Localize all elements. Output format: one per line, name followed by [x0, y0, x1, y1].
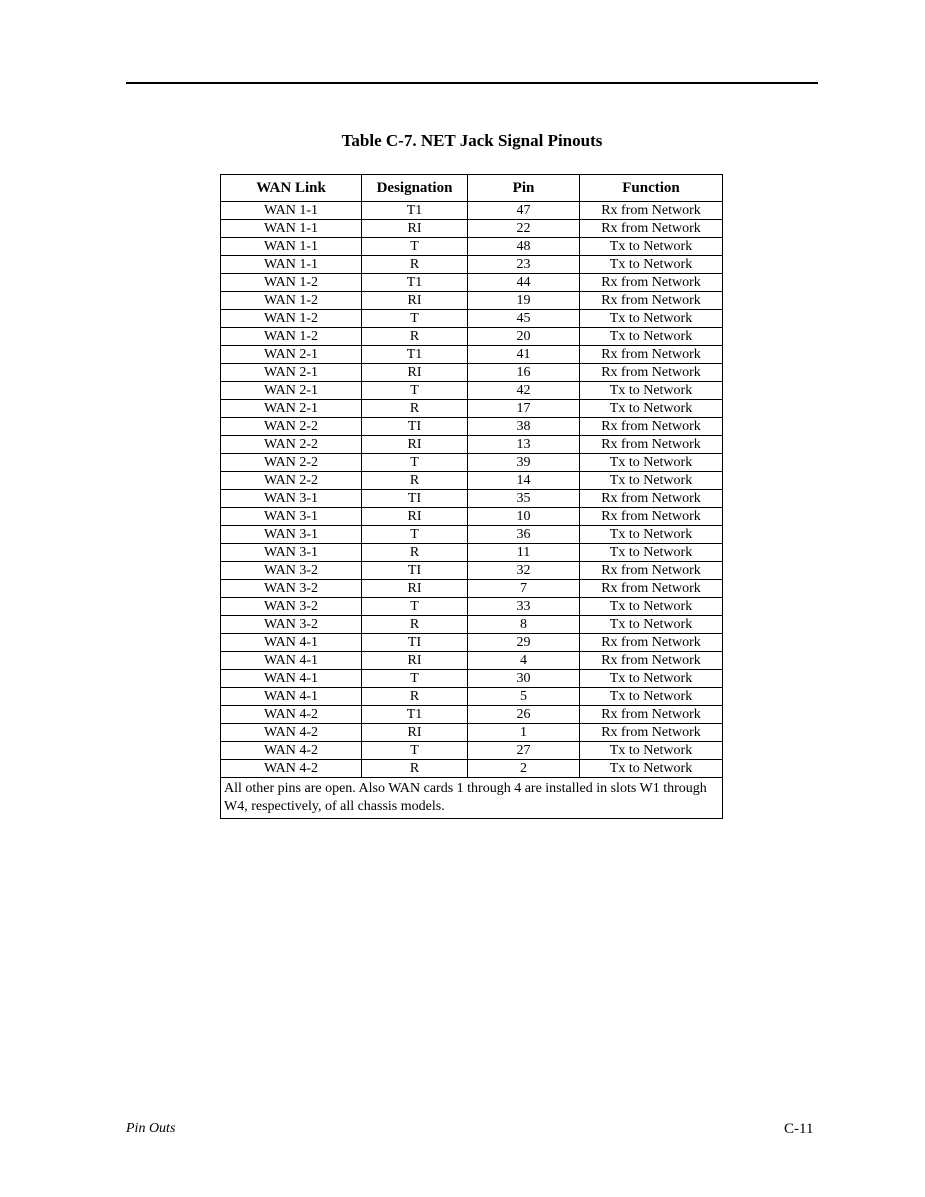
cell-function: Rx from Network — [580, 562, 723, 580]
cell-function: Rx from Network — [580, 220, 723, 238]
cell-function: Tx to Network — [580, 688, 723, 706]
cell-pin: 45 — [468, 310, 580, 328]
cell-function: Rx from Network — [580, 418, 723, 436]
table-row — [221, 310, 723, 328]
cell-designation: R — [362, 328, 468, 346]
table-row — [221, 526, 723, 544]
cell-designation: RI — [362, 652, 468, 670]
table-row — [221, 436, 723, 454]
footer-section-name: Pin Outs — [126, 1121, 176, 1136]
cell-wan-link: WAN 2-2 — [221, 436, 362, 454]
table-note-row — [221, 778, 723, 819]
cell-function: Rx from Network — [580, 436, 723, 454]
table-row — [221, 598, 723, 616]
cell-wan-link: WAN 3-1 — [221, 526, 362, 544]
cell-function: Rx from Network — [580, 706, 723, 724]
cell-wan-link: WAN 3-2 — [221, 616, 362, 634]
header-pin: Pin — [468, 175, 580, 202]
cell-wan-link: WAN 1-2 — [221, 310, 362, 328]
cell-pin: 7 — [468, 580, 580, 598]
table-row — [221, 274, 723, 292]
cell-wan-link: WAN 3-2 — [221, 580, 362, 598]
cell-wan-link: WAN 1-1 — [221, 202, 362, 220]
cell-designation: T1 — [362, 274, 468, 292]
table-row — [221, 688, 723, 706]
cell-pin: 14 — [468, 472, 580, 490]
header-function: Function — [580, 175, 723, 202]
cell-function: Tx to Network — [580, 598, 723, 616]
cell-designation: T — [362, 670, 468, 688]
cell-designation: RI — [362, 436, 468, 454]
cell-wan-link: WAN 2-2 — [221, 472, 362, 490]
table-title: Table C-7. NET Jack Signal Pinouts — [341, 131, 603, 150]
table-row — [221, 346, 723, 364]
cell-wan-link: WAN 4-1 — [221, 634, 362, 652]
cell-pin: 19 — [468, 292, 580, 310]
cell-designation: T — [362, 742, 468, 760]
pinout-table-container — [220, 174, 722, 819]
table-row — [221, 580, 723, 598]
cell-wan-link: WAN 3-1 — [221, 544, 362, 562]
table-row — [221, 238, 723, 256]
cell-designation: RI — [362, 724, 468, 742]
cell-designation: T1 — [362, 706, 468, 724]
table-row — [221, 400, 723, 418]
footer-page-number: C-11 — [784, 1121, 814, 1137]
table-row — [221, 220, 723, 238]
cell-wan-link: WAN 3-1 — [221, 508, 362, 526]
cell-pin: 23 — [468, 256, 580, 274]
cell-designation: TI — [362, 562, 468, 580]
header-designation: Designation — [362, 175, 468, 202]
cell-wan-link: WAN 4-2 — [221, 724, 362, 742]
cell-pin: 29 — [468, 634, 580, 652]
cell-designation: RI — [362, 292, 468, 310]
cell-function: Tx to Network — [580, 616, 723, 634]
cell-designation: T1 — [362, 346, 468, 364]
table-row — [221, 508, 723, 526]
cell-wan-link: WAN 2-2 — [221, 454, 362, 472]
cell-wan-link: WAN 1-1 — [221, 256, 362, 274]
cell-function: Rx from Network — [580, 508, 723, 526]
cell-function: Tx to Network — [580, 526, 723, 544]
table-row — [221, 562, 723, 580]
cell-wan-link: WAN 1-2 — [221, 328, 362, 346]
table-row — [221, 706, 723, 724]
cell-pin: 33 — [468, 598, 580, 616]
cell-pin: 1 — [468, 724, 580, 742]
cell-designation: R — [362, 400, 468, 418]
header-wan-link: WAN Link — [221, 175, 362, 202]
table-row — [221, 454, 723, 472]
cell-function: Tx to Network — [580, 382, 723, 400]
cell-designation: TI — [362, 490, 468, 508]
cell-designation: TI — [362, 634, 468, 652]
cell-designation: T — [362, 454, 468, 472]
table-body — [221, 202, 723, 778]
cell-pin: 22 — [468, 220, 580, 238]
cell-function: Rx from Network — [580, 346, 723, 364]
cell-wan-link: WAN 1-1 — [221, 238, 362, 256]
table-row — [221, 292, 723, 310]
table-note: All other pins are open. Also WAN cards 1 through 4 are installed in slots W1 through W4, respectively, of all chassis models. — [221, 778, 723, 819]
cell-function: Tx to Network — [580, 454, 723, 472]
cell-designation: T — [362, 598, 468, 616]
cell-pin: 41 — [468, 346, 580, 364]
table-row — [221, 202, 723, 220]
cell-designation: TI — [362, 418, 468, 436]
table-header-row — [221, 175, 723, 202]
table-row — [221, 382, 723, 400]
cell-wan-link: WAN 1-2 — [221, 274, 362, 292]
cell-designation: T — [362, 526, 468, 544]
cell-designation: R — [362, 544, 468, 562]
cell-function: Rx from Network — [580, 292, 723, 310]
cell-pin: 20 — [468, 328, 580, 346]
cell-pin: 17 — [468, 400, 580, 418]
cell-function: Rx from Network — [580, 274, 723, 292]
cell-function: Rx from Network — [580, 364, 723, 382]
cell-pin: 47 — [468, 202, 580, 220]
cell-wan-link: WAN 4-2 — [221, 742, 362, 760]
cell-wan-link: WAN 2-1 — [221, 382, 362, 400]
cell-designation: RI — [362, 220, 468, 238]
cell-designation: T — [362, 238, 468, 256]
table-row — [221, 760, 723, 778]
cell-function: Rx from Network — [580, 724, 723, 742]
cell-pin: 35 — [468, 490, 580, 508]
cell-wan-link: WAN 2-1 — [221, 400, 362, 418]
cell-pin: 36 — [468, 526, 580, 544]
cell-wan-link: WAN 4-2 — [221, 706, 362, 724]
table-row — [221, 616, 723, 634]
cell-function: Tx to Network — [580, 238, 723, 256]
cell-pin: 44 — [468, 274, 580, 292]
cell-pin: 30 — [468, 670, 580, 688]
cell-pin: 2 — [468, 760, 580, 778]
table-row — [221, 418, 723, 436]
cell-pin: 11 — [468, 544, 580, 562]
cell-function: Tx to Network — [580, 670, 723, 688]
table-row — [221, 742, 723, 760]
cell-wan-link: WAN 4-1 — [221, 652, 362, 670]
cell-pin: 5 — [468, 688, 580, 706]
cell-pin: 4 — [468, 652, 580, 670]
table-row — [221, 652, 723, 670]
cell-wan-link: WAN 1-1 — [221, 220, 362, 238]
table-row — [221, 670, 723, 688]
cell-function: Tx to Network — [580, 400, 723, 418]
table-row — [221, 256, 723, 274]
table-row — [221, 472, 723, 490]
cell-function: Rx from Network — [580, 202, 723, 220]
cell-function: Tx to Network — [580, 328, 723, 346]
cell-pin: 8 — [468, 616, 580, 634]
cell-function: Tx to Network — [580, 256, 723, 274]
cell-designation: R — [362, 256, 468, 274]
cell-designation: R — [362, 760, 468, 778]
cell-designation: R — [362, 688, 468, 706]
cell-pin: 42 — [468, 382, 580, 400]
cell-pin: 38 — [468, 418, 580, 436]
cell-designation: R — [362, 616, 468, 634]
cell-function: Rx from Network — [580, 490, 723, 508]
cell-function: Tx to Network — [580, 544, 723, 562]
cell-wan-link: WAN 3-2 — [221, 598, 362, 616]
top-rule — [126, 82, 818, 84]
cell-designation: R — [362, 472, 468, 490]
cell-function: Tx to Network — [580, 310, 723, 328]
cell-designation: T — [362, 310, 468, 328]
table-row — [221, 490, 723, 508]
cell-pin: 32 — [468, 562, 580, 580]
cell-designation: T — [362, 382, 468, 400]
cell-designation: RI — [362, 580, 468, 598]
cell-pin: 48 — [468, 238, 580, 256]
cell-function: Rx from Network — [580, 652, 723, 670]
cell-wan-link: WAN 3-2 — [221, 562, 362, 580]
cell-pin: 26 — [468, 706, 580, 724]
cell-wan-link: WAN 2-2 — [221, 418, 362, 436]
cell-pin: 16 — [468, 364, 580, 382]
cell-function: Rx from Network — [580, 580, 723, 598]
cell-pin: 13 — [468, 436, 580, 454]
cell-pin: 27 — [468, 742, 580, 760]
cell-wan-link: WAN 1-2 — [221, 292, 362, 310]
cell-pin: 39 — [468, 454, 580, 472]
table-row — [221, 364, 723, 382]
cell-wan-link: WAN 4-2 — [221, 760, 362, 778]
table-row — [221, 328, 723, 346]
cell-function: Tx to Network — [580, 742, 723, 760]
cell-pin: 10 — [468, 508, 580, 526]
cell-wan-link: WAN 4-1 — [221, 670, 362, 688]
table-row — [221, 634, 723, 652]
table-row — [221, 544, 723, 562]
cell-designation: T1 — [362, 202, 468, 220]
cell-wan-link: WAN 2-1 — [221, 346, 362, 364]
cell-wan-link: WAN 3-1 — [221, 490, 362, 508]
pinout-table — [220, 174, 723, 819]
cell-designation: RI — [362, 508, 468, 526]
table-row — [221, 724, 723, 742]
cell-designation: RI — [362, 364, 468, 382]
cell-wan-link: WAN 2-1 — [221, 364, 362, 382]
cell-function: Rx from Network — [580, 634, 723, 652]
cell-wan-link: WAN 4-1 — [221, 688, 362, 706]
cell-function: Tx to Network — [580, 472, 723, 490]
cell-function: Tx to Network — [580, 760, 723, 778]
